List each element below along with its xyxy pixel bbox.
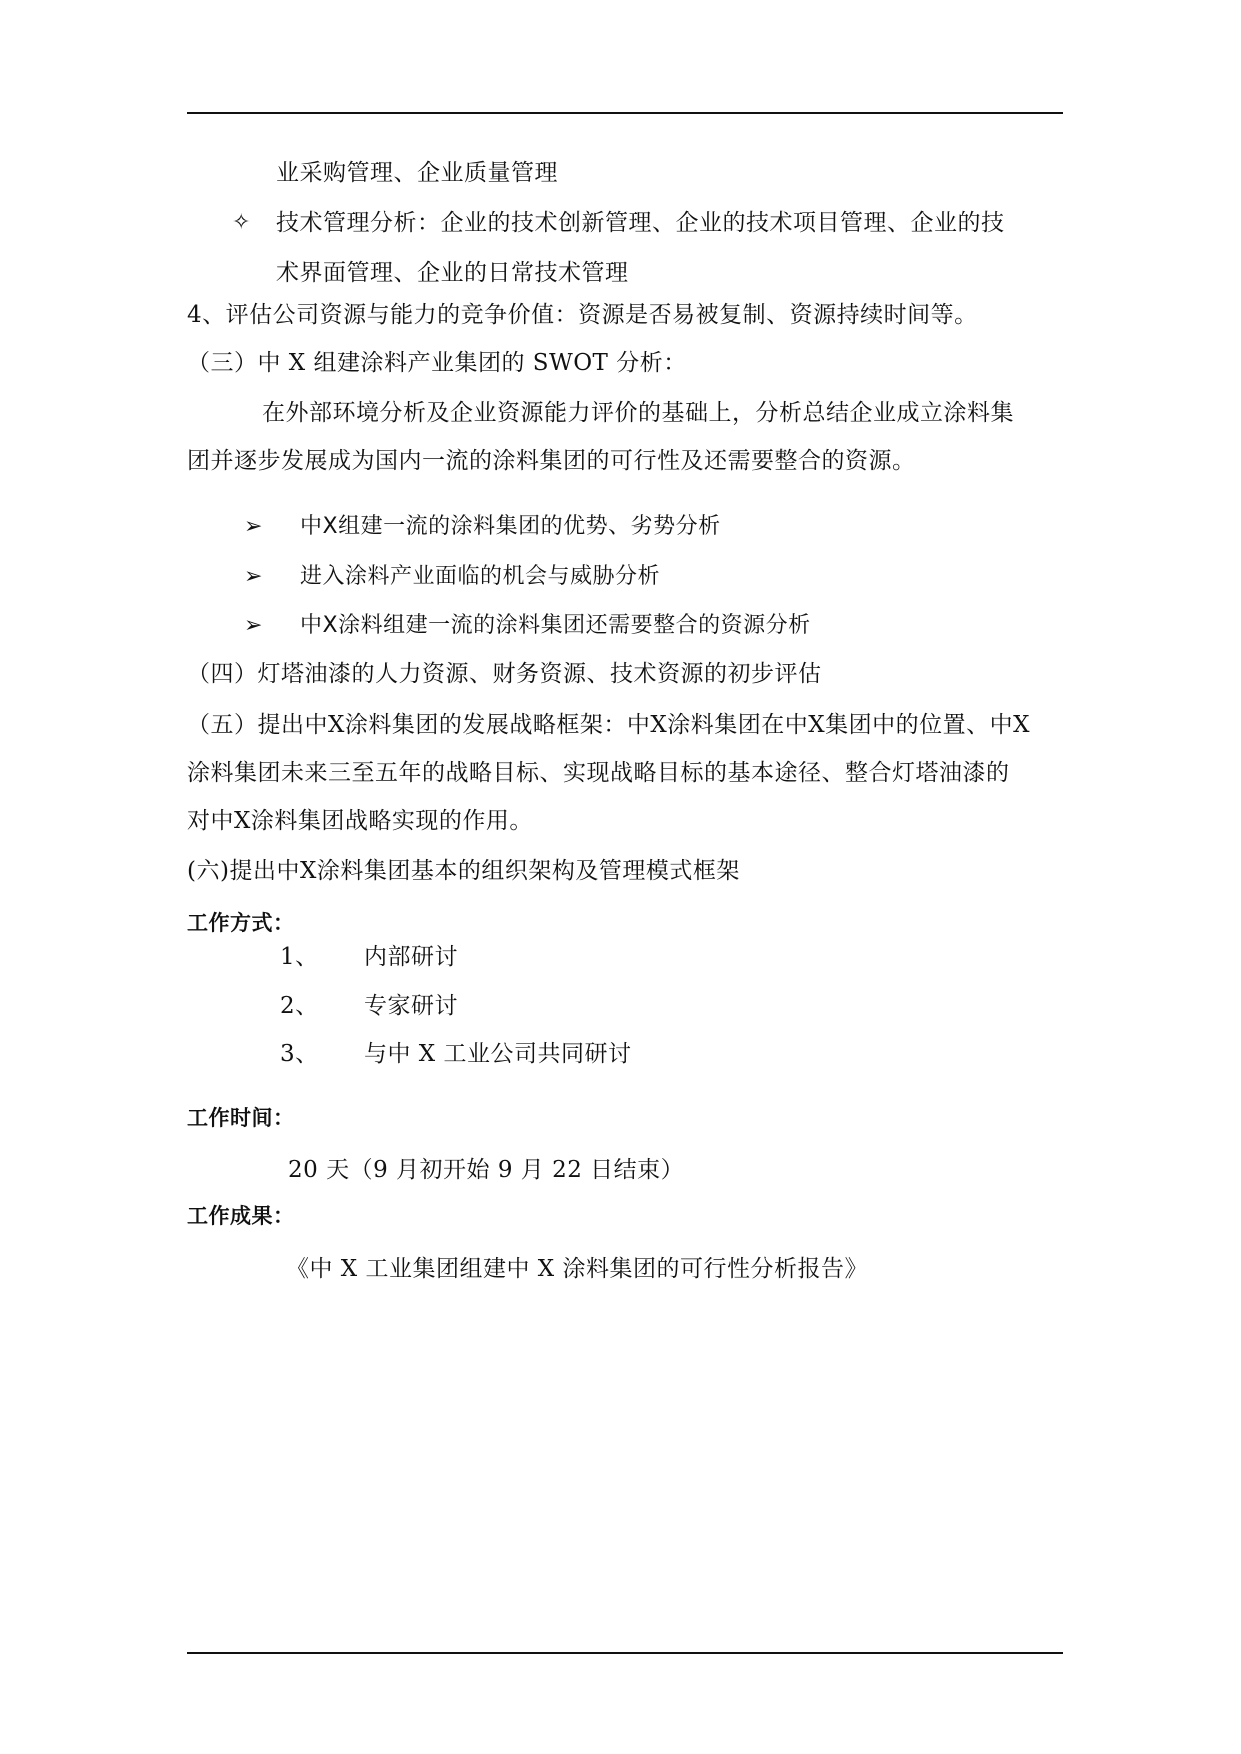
work-method-heading: 工作方式： bbox=[187, 911, 295, 935]
work-method-num-1: 1、 bbox=[280, 944, 319, 970]
arrow-bullet-icon: ➢ bbox=[244, 514, 263, 539]
arrow-bullet-icon: ➢ bbox=[244, 613, 263, 638]
header-rule bbox=[187, 112, 1063, 114]
work-method-num-2: 2、 bbox=[280, 993, 319, 1019]
section-5-line1: （五）提出中X涂料集团的发展战略框架：中X涂料集团在中X集团中的位置、中X bbox=[187, 712, 1030, 738]
work-time-heading: 工作时间： bbox=[187, 1106, 295, 1130]
tech-management-line1: 技术管理分析：企业的技术创新管理、企业的技术项目管理、企业的技 bbox=[276, 210, 1005, 236]
work-method-item-3: 与中 X 工业公司共同研讨 bbox=[364, 1041, 632, 1067]
work-result-text: 《中 X 工业集团组建中 X 涂料集团的可行性分析报告》 bbox=[286, 1256, 868, 1282]
work-method-item-2: 专家研讨 bbox=[364, 993, 458, 1019]
footer-rule bbox=[187, 1652, 1063, 1654]
bullet-strengths: 中X组建一流的涂料集团的优势、劣势分析 bbox=[300, 514, 721, 539]
work-result-heading: 工作成果： bbox=[187, 1204, 295, 1228]
section-5-line3: 对中X涂料集团战略实现的作用。 bbox=[187, 808, 533, 834]
bullet-resources: 中X涂料组建一流的涂料集团还需要整合的资源分析 bbox=[300, 613, 811, 638]
item-4: 4、评估公司资源与能力的竞争价值：资源是否易被复制、资源持续时间等。 bbox=[187, 302, 978, 328]
work-time-text: 20 天（9 月初开始 9 月 22 日结束） bbox=[288, 1157, 685, 1183]
work-method-num-3: 3、 bbox=[280, 1041, 319, 1067]
tech-management-line2: 术界面管理、企业的日常技术管理 bbox=[276, 260, 629, 286]
section-5-line2: 涂料集团未来三至五年的战略目标、实现战略目标的基本途径、整合灯塔油漆的 bbox=[187, 760, 1010, 786]
section-3-paragraph-line2: 团并逐步发展成为国内一流的涂料集团的可行性及还需要整合的资源。 bbox=[187, 448, 916, 474]
arrow-bullet-icon: ➢ bbox=[244, 564, 263, 589]
continuation-line: 业采购管理、企业质量管理 bbox=[276, 160, 558, 186]
bullet-opportunities: 进入涂料产业面临的机会与威胁分析 bbox=[300, 564, 661, 589]
section-3-title: （三）中 X 组建涂料产业集团的 SWOT 分析： bbox=[187, 350, 687, 376]
section-4: （四）灯塔油漆的人力资源、财务资源、技术资源的初步评估 bbox=[187, 661, 822, 687]
section-3-paragraph-line1: 在外部环境分析及企业资源能力评价的基础上，分析总结企业成立涂料集 bbox=[262, 400, 1014, 426]
work-method-item-1: 内部研讨 bbox=[364, 944, 458, 970]
diamond-bullet-icon: ✧ bbox=[232, 210, 251, 235]
section-6: (六)提出中X涂料集团基本的组织架构及管理模式框架 bbox=[187, 858, 740, 884]
